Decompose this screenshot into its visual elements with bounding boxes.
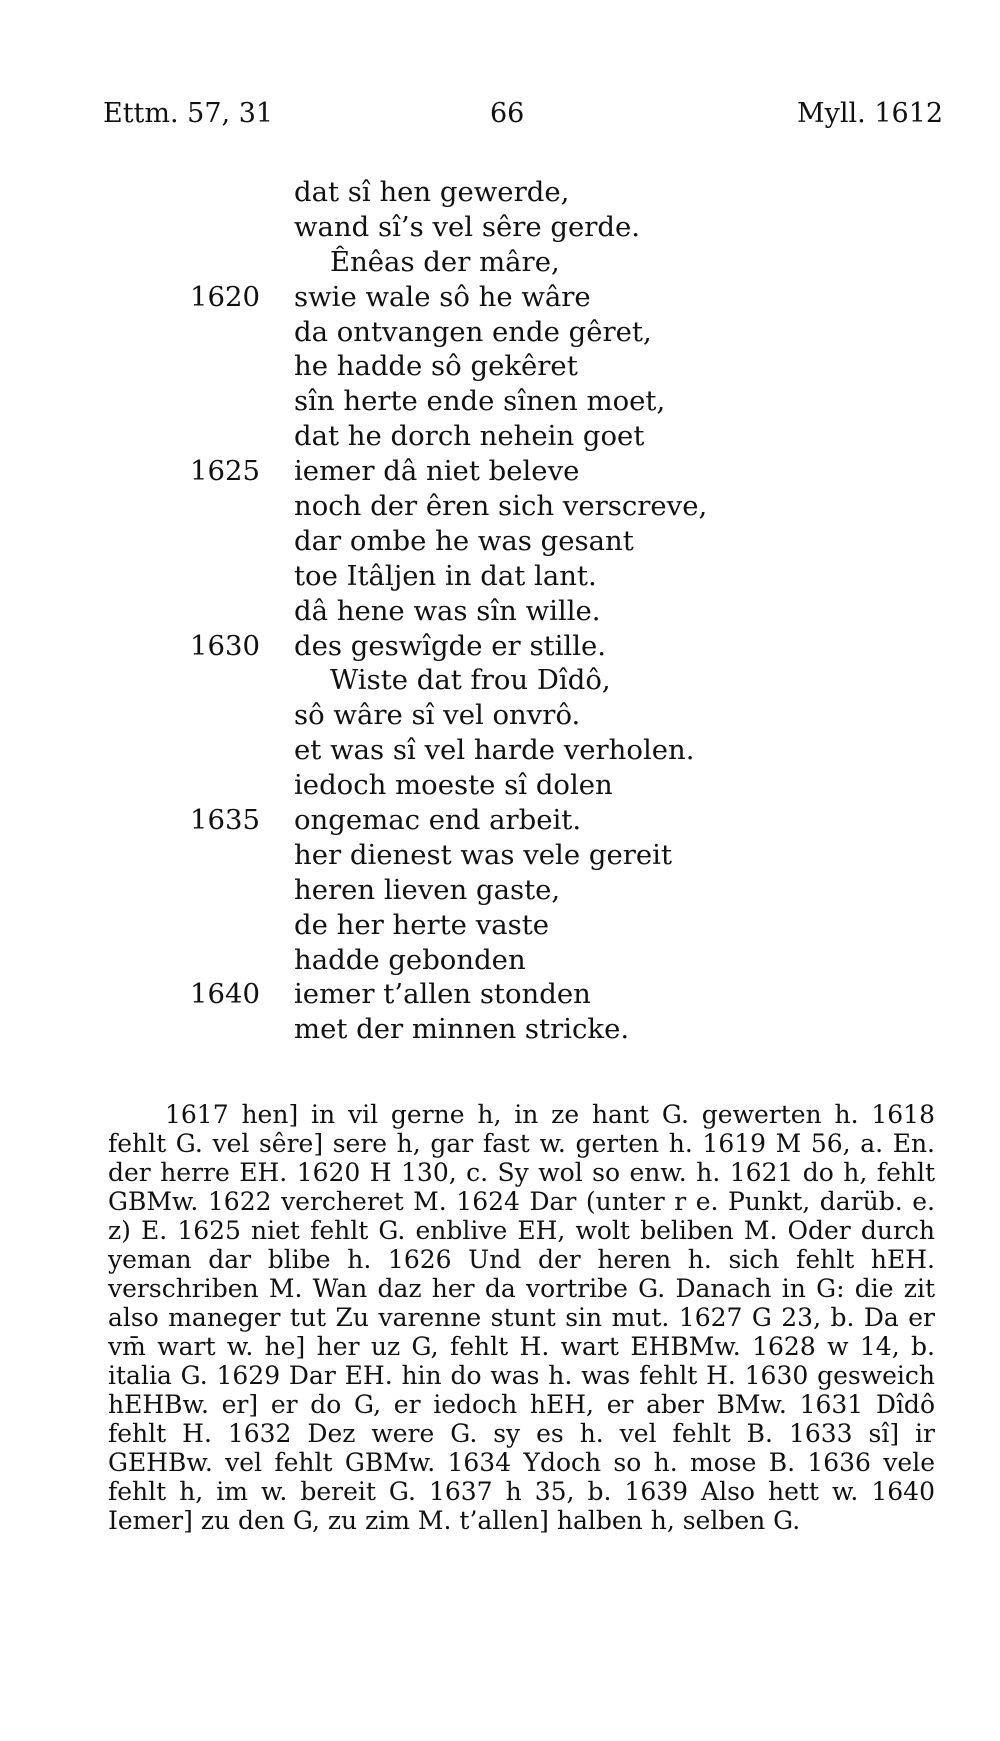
verse-line [0, 977, 1000, 1012]
verse-line [0, 175, 1000, 210]
verse-line [0, 768, 1000, 803]
verse-line-text: ongemac end arbeit. [294, 804, 582, 837]
verse-line-text: heren lieven gaste, [294, 873, 561, 906]
verse-line [0, 1012, 1000, 1047]
verse-line-text: des geswîgde er stille. [294, 629, 607, 662]
verse-line [0, 803, 1000, 838]
verse-line-text: met der minnen stricke. [294, 1013, 630, 1046]
verse-line [0, 698, 1000, 733]
verse-line [0, 280, 1000, 315]
verse-line-text: dat he dorch nehein goet [294, 420, 645, 453]
verse-line-text: toe Itâljen in dat lant. [294, 559, 597, 592]
verse-line-text: dâ hene was sîn wille. [294, 594, 601, 627]
line-number: 1635 [190, 804, 260, 837]
verse-text [0, 175, 1000, 1047]
verse-line [0, 419, 1000, 454]
verse-line-text: et was sî vel harde verholen. [294, 734, 695, 767]
verse-line-text: her dienest was vele gereit [294, 838, 672, 871]
header-right-reference: Myll. 1612 [797, 98, 944, 129]
verse-line [0, 629, 1000, 664]
verse-line [0, 559, 1000, 594]
verse-line-text: wand sî’s vel sêre gerde. [294, 210, 641, 243]
verse-line [0, 315, 1000, 350]
verse-line [0, 524, 1000, 559]
verse-line-text: hadde gebonden [294, 943, 526, 976]
line-number: 1620 [190, 280, 260, 313]
apparatus-paragraph: 1617 hen] in vil gerne h, in ze hant G. gewerten h. 1618 fehlt G. vel sêre] sere h, gar fast w. gerten h. 1619 M 56, a. En. der herre EH. 1620 H 130, c. Sy wol so enw. h. 1621 do h, fehlt GBMw. 1622 vercheret M. 1624 Dar (unter r e. Punkt, darüb. e. z) E. 1625 niet fehlt G. enblive EH, wolt beliben M. Oder durch yeman dar blibe h. 1626 Und der heren h. sich fehlt hEH. verschriben M. Wan daz her da vortribe G. Danach in G: die zit also maneger tut Zu varenne stunt sin mut. 1627 G 23, b. Da er vm̄ wart w. he] her uz G, fehlt H. wart EHBMw. 1628 w 14, b. italia G. 1629 Dar EH. hin do was h. was fehlt H. 1630 gesweich hEHBw. er] er do G, er iedoch hEH, er aber BMw. 1631 Dîdô fehlt H. 1632 Dez were G. sy es h. vel fehlt B. 1633 sî] ir GEHBw. vel fehlt GBMw. 1634 Ydoch so h. mose B. 1636 vele fehlt h, im w. bereit G. 1637 h 35, b. 1639 Also hett w. 1640 Iemer] zu den G, zu zim M. t’allen] halben h, selben G. [108, 1100, 935, 1535]
line-number: 1640 [190, 978, 260, 1011]
verse-line-text: Wiste dat frou Dîdô, [330, 664, 611, 697]
verse-line-text: iemer dâ niet beleve [294, 455, 580, 488]
verse-line-text: swie wale sô he wâre [294, 280, 591, 313]
verse-line [0, 349, 1000, 384]
verse-line [0, 838, 1000, 873]
verse-line [0, 663, 1000, 698]
verse-line-text: sîn herte ende sînen moet, [294, 385, 666, 418]
verse-line [0, 245, 1000, 280]
verse-line [0, 210, 1000, 245]
verse-line-text: sô wâre sî vel onvrô. [294, 699, 581, 732]
verse-line-text: iemer t’allen stonden [294, 978, 591, 1011]
verse-line [0, 454, 1000, 489]
verse-line-text: dar ombe he was gesant [294, 524, 634, 557]
verse-line-text: iedoch moeste sî dolen [294, 769, 613, 802]
line-number: 1630 [190, 629, 260, 662]
page-header [0, 98, 1000, 138]
apparatus-notes [108, 1100, 935, 1535]
page-number: 66 [490, 98, 525, 129]
verse-line [0, 733, 1000, 768]
verse-line [0, 594, 1000, 629]
verse-line [0, 908, 1000, 943]
line-number: 1625 [190, 455, 260, 488]
verse-line [0, 943, 1000, 978]
verse-line [0, 873, 1000, 908]
verse-line [0, 384, 1000, 419]
verse-line-text: dat sî hen gewerde, [294, 176, 570, 208]
verse-line-text: he hadde sô gekêret [294, 350, 578, 383]
verse-line-text: da ontvangen ende gêret, [294, 315, 652, 348]
verse-line-text: de her herte vaste [294, 908, 550, 941]
header-left-reference: Ettm. 57, 31 [103, 98, 274, 129]
verse-line-text: noch der êren sich verscreve, [294, 490, 708, 523]
verse-line [0, 489, 1000, 524]
verse-line-text: Ênêas der mâre, [330, 245, 560, 278]
